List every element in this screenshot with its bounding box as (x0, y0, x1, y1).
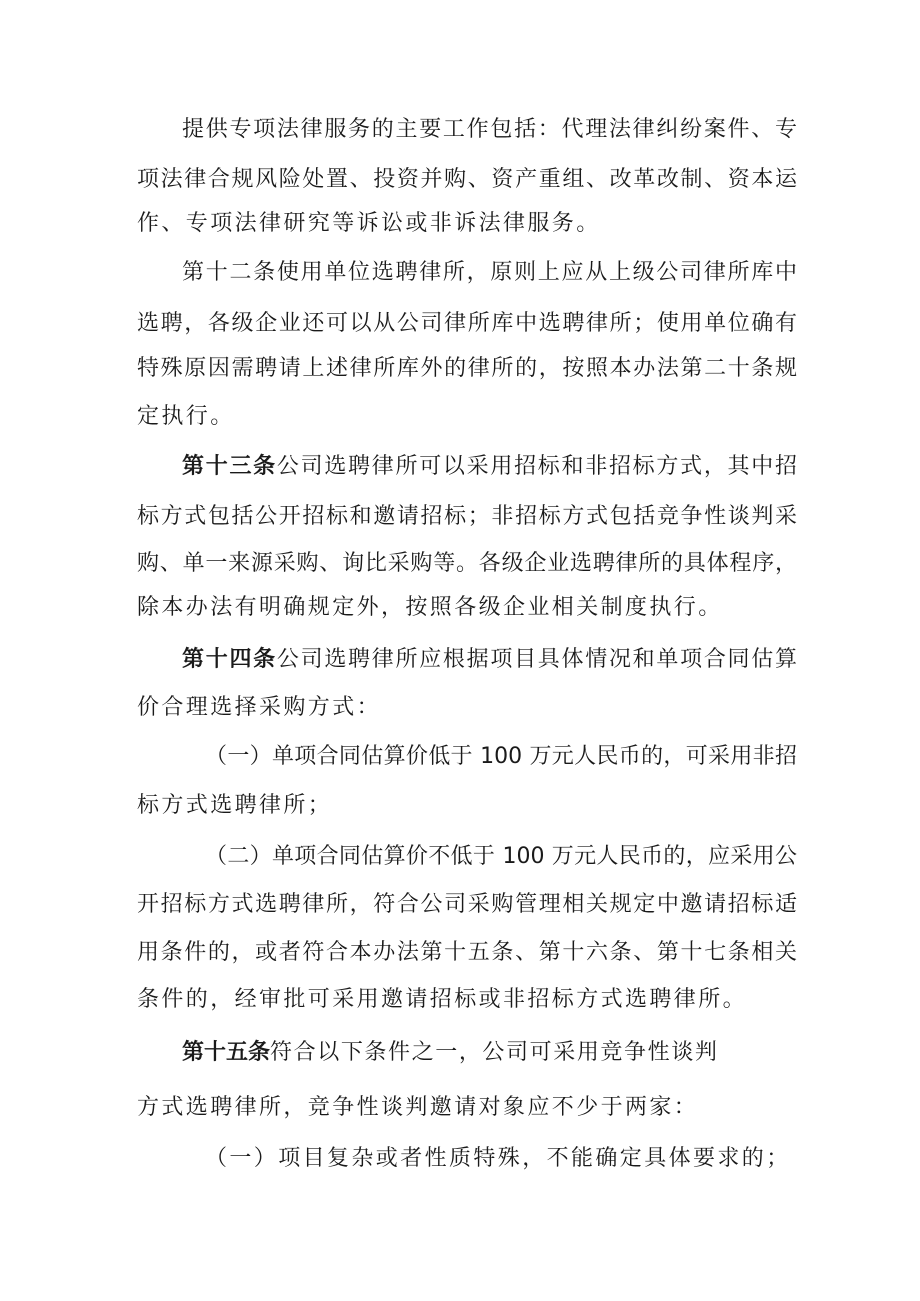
paragraph-line: 第十二条使用单位选聘律所，原则上应从上级公司律所库中 (182, 260, 797, 285)
article-heading: 第十四条 (182, 647, 277, 672)
paragraph-line: 购、单一来源采购、询比采购等。各级企业选聘律所的具体程序， (137, 551, 797, 576)
paragraph-line: 定执行。 (137, 404, 235, 429)
paragraph-line: 标方式选聘律所； (137, 793, 333, 818)
paragraph-line: 方式选聘律所，竞争性谈判邀请对象应不少于两家： (137, 1095, 699, 1120)
paragraph-line: 提供专项法律服务的主要工作包括：代理法律纠纷案件、专 (182, 117, 797, 142)
paragraph-text: 符合以下条件之一，公司可采用竞争性谈判 (270, 1040, 719, 1065)
paragraph-line: （一）单项合同估算价低于 100 万元人民币的，可采用非招 (205, 744, 797, 769)
paragraph-line: 除本办法有明确规定外，按照各级企业相关制度执行。 (137, 595, 723, 620)
paragraph-line: 用条件的，或者符合本办法第十五条、第十六条、第十七条相关 (137, 940, 797, 965)
paragraph-line: 价合理选择采购方式： (137, 695, 382, 720)
paragraph-line: 项法律合规风险处置、投资并购、资产重组、改革改制、资本运 (137, 167, 797, 192)
paragraph-line: 作、专项法律研究等诉讼或非诉法律服务。 (137, 211, 601, 236)
paragraph-text: 公司选聘律所应根据项目具体情况和单项合同估算 (276, 647, 797, 672)
article-line (182, 645, 797, 675)
article-line (182, 1038, 797, 1068)
paragraph-line: （一）项目复杂或者性质特殊，不能确定具体要求的； (205, 1146, 791, 1171)
paragraph-line: 条件的，经审批可采用邀请招标或非招标方式选聘律所。 (137, 987, 748, 1012)
paragraph-text: 公司选聘律所可以采用招标和非招标方式，其中招 (276, 454, 797, 479)
paragraph-line: 开招标方式选聘律所，符合公司采购管理相关规定中邀请招标适 (137, 892, 797, 917)
paragraph-line: 选聘，各级企业还可以从公司律所库中选聘律所；使用单位确有 (137, 311, 797, 336)
article-heading: 第十五条 (182, 1040, 271, 1065)
paragraph-line: 特殊原因需聘请上述律所库外的律所的，按照本办法第二十条规 (137, 356, 797, 381)
paragraph-line: （二）单项合同估算价不低于 100 万元人民币的，应采用公 (205, 844, 797, 869)
article-line (182, 452, 797, 482)
paragraph-line: 标方式包括公开招标和邀请招标；非招标方式包括竞争性谈判采 (137, 504, 797, 529)
article-heading: 第十三条 (182, 454, 277, 479)
